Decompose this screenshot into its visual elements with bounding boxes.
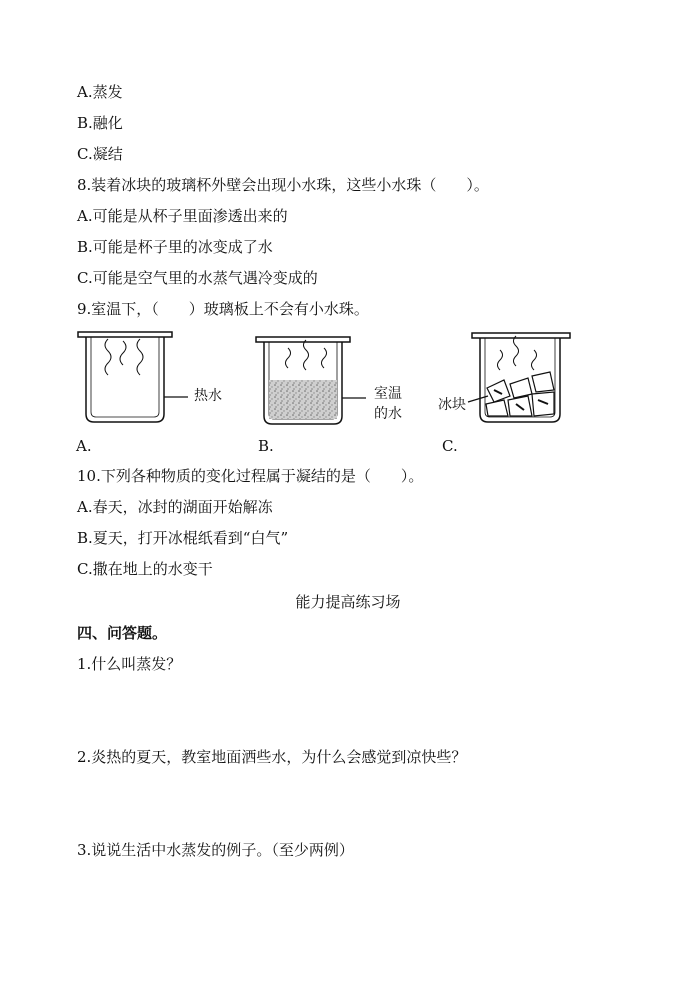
- q8-option-b: B.可能是杯子里的冰变成了水: [77, 238, 273, 256]
- q-essay-1: 1.什么叫蒸发？: [77, 655, 182, 673]
- q10-option-c: C.撒在地上的水变干: [77, 560, 213, 578]
- q10-option-b: B.夏天，打开冰棍纸看到“白气”: [77, 529, 289, 547]
- q8-question: 8.装着冰块的玻璃杯外壁会出现小水珠，这些小水珠（ ）。: [77, 176, 489, 194]
- q7-option-c: C.凝结: [77, 145, 123, 163]
- q10-question: 10.下列各种物质的变化过程属于凝结的是（ ）。: [77, 467, 424, 485]
- q7-option-b: B.融化: [77, 114, 123, 132]
- beaker-b: [256, 337, 366, 424]
- q9-option-b-label: B.: [258, 437, 274, 455]
- q9-question: 9.室温下，（ ）玻璃板上不会有小水珠。: [77, 300, 369, 318]
- q9-option-c-label: C.: [442, 437, 458, 455]
- q8-option-c: C.可能是空气里的水蒸气遇冷变成的: [77, 269, 318, 287]
- room-temp-label-line1: 室温: [374, 386, 402, 402]
- q8-option-a: A.可能是从杯子里面渗透出来的: [77, 207, 288, 225]
- beakers-illustration: [70, 330, 610, 460]
- q-essay-3: 3.说说生活中水蒸发的例子。（至少两例）: [77, 841, 354, 859]
- section-title: 能力提高练习场: [295, 593, 401, 611]
- q7-option-a: A.蒸发: [77, 83, 123, 101]
- beaker-a: [78, 332, 188, 422]
- q9-option-a-label: A.: [76, 437, 92, 455]
- q10-option-a: A.春天，冰封的湖面开始解冻: [77, 498, 273, 516]
- ice-label: 冰块: [438, 397, 466, 413]
- q9-figure: [70, 330, 610, 460]
- room-temp-label-line2: 的水: [374, 406, 402, 422]
- beaker-c: [468, 333, 570, 422]
- hot-water-label: 热水: [194, 388, 222, 404]
- part-four-heading: 四、问答题。: [77, 624, 168, 642]
- q-essay-2: 2.炎热的夏天，教室地面洒些水，为什么会感觉到凉快些？: [77, 748, 467, 766]
